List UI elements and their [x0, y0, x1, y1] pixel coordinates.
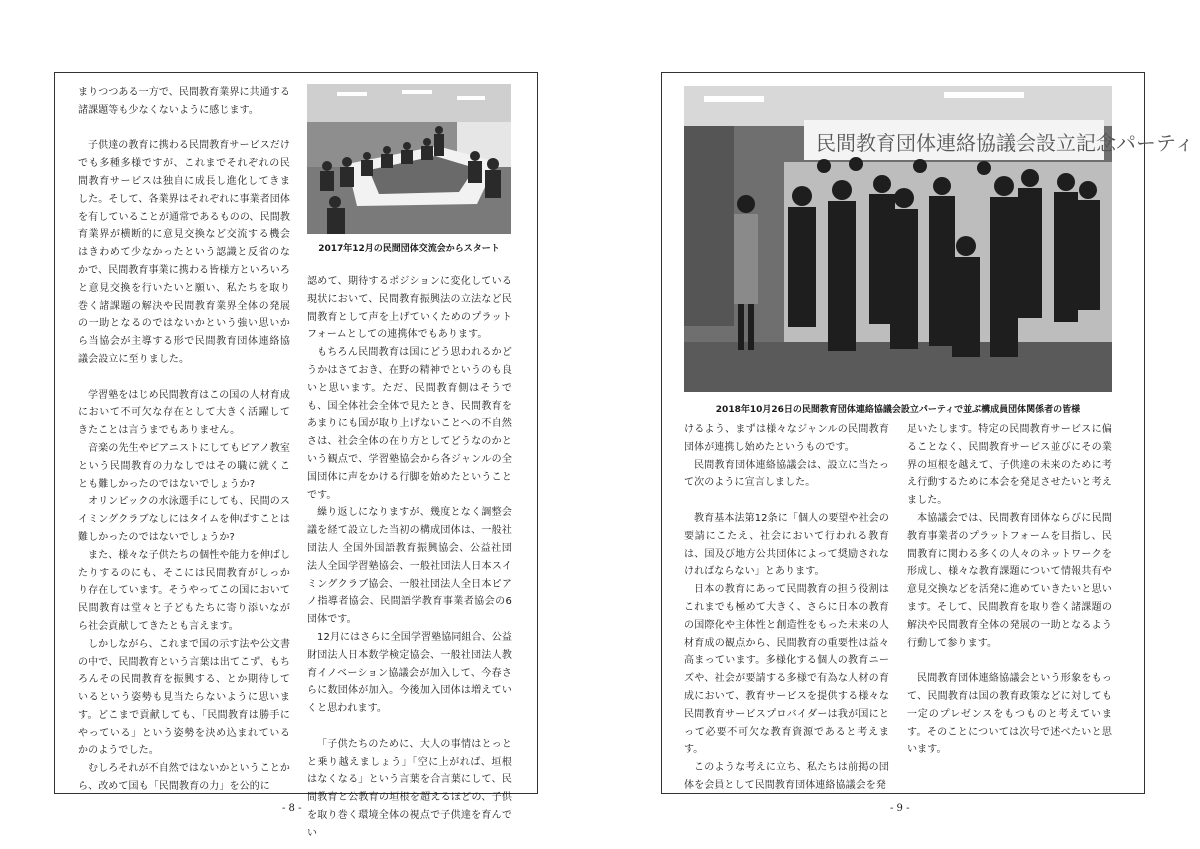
paragraph: 足いたします。特定の民間教育サービスに偏ることなく、民間教育サービス並びにその業界の垣根を越えて、子供達の未来のために考え行動するために本会を発足させたいと考えました。: [907, 424, 1112, 507]
paragraph: しかしながら、これまで国の示す法や公文書の中で、民間教育という言葉は出てこず、もちろんその民間教育を振興する、とか期待しているという姿勢も見当たらないように思います。どこまで貢献しても、「民間教育は勝手にやっている」という姿勢を決め込まれているかのようでした。: [78, 638, 290, 757]
paragraph: 繰り返しになりますが、幾度となく調整会議を経て設立した当初の構成団体は、一般社団法人 全国外国語教育振興協会、公益社団法人全国学習塾協会、一般社団法人日本スイミングクラブ協会、一般社団法人全日本ピアノ指導者協会、民間語学教育事業者協会の6団体です。: [307, 507, 512, 626]
paragraph: もちろん民間教育は国にどう思われるかどうかはさておき、在野の精神でというのも良いと思います。ただ、民間教育側はそうでも、国全体社会全体で見たとき、民間教育をあまりにも国が取り上げないことへの不自然さは、社会全体の在り方としてどうなのかという観点で、学習塾協会から各ジャンルの全国団体に声をかける行脚を始めたということです。: [307, 347, 512, 501]
paragraph: このような考えに立ち、私たちは前掲の団体を会員として民間教育団体連絡協議会を発: [684, 762, 889, 791]
paragraph: まりつつある一方で、民間教育業界に共通する諸課題等も少なくないように感じます。: [78, 87, 290, 116]
paragraph: 民間教育団体連絡協議会は、設立に当たって次のように宣言しました。: [684, 459, 889, 489]
meeting-photo-illustration: [307, 84, 511, 234]
paragraph: 12月にはさらに全国学習塾協同組合、公益財団法人日本数学検定協会、一般社団法人教育イノベーション協議会が加入して、今春さらに数団体が加入。今後加入団体は増えていくと思われます。: [307, 631, 512, 715]
meeting-photo: [307, 84, 511, 234]
page9-column-1: [684, 421, 889, 795]
paragraph: 民間教育団体連絡協議会という形象をもって、民間教育は国の教育政策などに対しても一定のプレゼンスをもつものと考えています。そのことについては次号で述べたいと思います。: [907, 673, 1112, 756]
page8-column-1: [78, 84, 290, 796]
page-number-9: - 9 -: [890, 803, 910, 814]
paragraph: 子供達の教育に携わる民間教育サービスだけでも多種多様ですが、これまでそれぞれの民間教育サービスは独自に成長し進化してきました。そして、各業界はそれぞれに事業者団体を有していることが通常であるものの、民間教育業界が横断的に意見交換など交流する機会はきわめて少なかったという認識と反省のなかで、民間教育事業に携わる皆様方といろいろと意見交換を行いたいと願い、私たちを取り巻く諸課題の解決や民間教育業界全体の発展の一助となるのではないかという強い思いから当協会が主導する形で民間教育団体連絡協議会設立に至りました。: [78, 140, 290, 365]
paragraph: けるよう、まずは様々なジャンルの民間教育団体が連携し始めたというものです。: [684, 424, 889, 453]
group-photo: [684, 86, 1195, 392]
page-number-8: - 8 -: [282, 803, 302, 814]
meeting-photo-caption: 2017年12月の民間団体交流会からスタート: [318, 244, 500, 254]
paragraph: 教育基本法第12条に「個人の要望や社会の要請にこたえ、社会において行われる教育は、国及び地方公共団体によって奨励されなければならない」とあります。: [684, 512, 889, 578]
group-photo-illustration: [684, 86, 1195, 392]
paragraph: むしろそれが不自然ではないかということから、改めて国も「民間教育の力」を公的に: [78, 763, 290, 793]
paragraph: 本協議会では、民間教育団体ならびに民間教育事業者のプラットフォームを目指し、民間教育に関わる多くの人々のネットワークを形成し、様々な教育課題について情報共有や意見交換などを活発に進めていきたいと思います。そして、民間教育を取り巻く諸課題の解決や民間教育全体の発展の一助となるよう行動して参ります。: [907, 512, 1112, 649]
paragraph: 「子供たちのために、大人の事情はとっとと乗り越えましょう」「空に上がれば、垣根はなくなる」という言葉を合言葉にして、民間教育と公教育の垣根を超えるほどの、子供を取り巻く環境全体の視点で子供達を育んでい: [307, 738, 512, 839]
paragraph: 日本の教育にあって民間教育の担う役割はこれまでも極めて大きく、さらに日本の教育の国際化や主体性と創造性をもった未来の人材育成の観点から、民間教育の重要性は益々高まっています。多様化する個人の教育ニーズや、社会が要請する多様で有為な人材の育成において、教育サービスを提供する様々な民間教育サービスプロバイダーは我が国にとって必要不可欠な教育資源であると考えます。: [684, 584, 889, 756]
paragraph: また、様々な子供たちの個性や能力を伸ばしたりするのにも、そこには民間教育がしっかり存在しています。そうやってこの国において民間教育は堂々と子どもたちに寄り添いながら社会貢献してきたとも言えます。: [78, 549, 290, 632]
page8-column-2: [307, 273, 512, 843]
page9-column-2: [907, 421, 1112, 759]
paragraph: オリンピックの水泳選手にしても、民間のスイミングクラブなしにはタイムを伸ばすことは難しかったのではないでしょうか?: [78, 496, 290, 543]
event-banner-text: 民間教育団体連絡協議会設立記念パーティ: [816, 131, 1195, 155]
group-photo-caption: 2018年10月26日の民間教育団体連絡協議会設立パーティで並ぶ構成員団体関係者の皆様: [715, 405, 1081, 415]
paragraph: 音楽の先生やピアニストにしてもピアノ教室という民間教育の力なしではその職に就くことも難しかったのではないでしょうか?: [78, 442, 290, 490]
paragraph: 認めて、期待するポジションに変化している現状において、民間教育振興法の立法など民間教育として声を上げていくためのプラットフォームとしての連携体でもあります。: [307, 276, 512, 341]
paragraph: 学習塾をはじめ民間教育はこの国の人材育成において不可欠な存在として大きく活躍してきたことは言うまでもありません。: [78, 389, 290, 437]
